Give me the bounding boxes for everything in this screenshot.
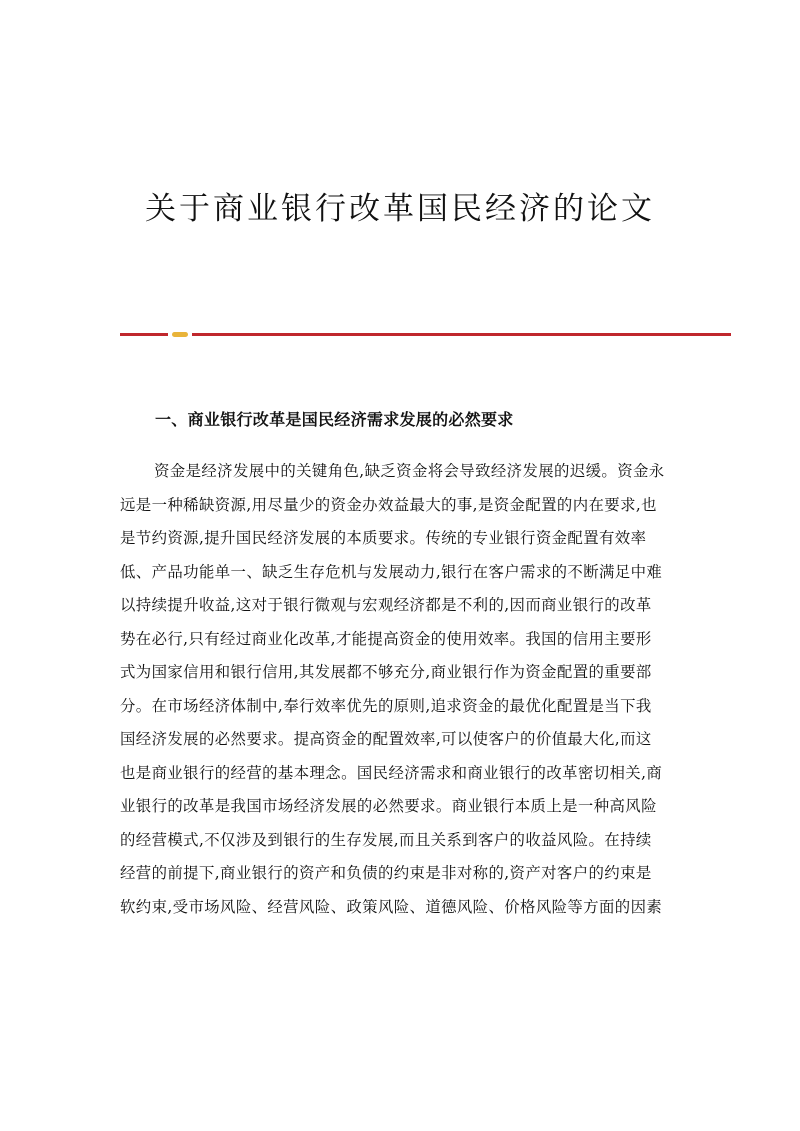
divider-line-left <box>120 333 168 336</box>
section-heading: 一、商业银行改革是国民经济需求发展的必然要求 <box>155 410 514 429</box>
body-line: 分。在市场经济体制中,奉行效率优先的原则,追求资金的最优化配置是当下我 <box>120 696 652 715</box>
body-line: 的经营模式,不仅涉及到银行的生存发展,而且关系到客户的收益风险。在持续 <box>120 830 652 849</box>
divider-ornament-icon <box>172 332 188 337</box>
divider-line-right <box>192 333 731 336</box>
body-line: 远是一种稀缺资源,用尽量少的资金办效益最大的事,是资金配置的内在要求,也 <box>120 495 657 514</box>
body-line: 以持续提升收益,这对于银行微观与宏观经济都是不利的,因而商业银行的改革 <box>120 596 652 614</box>
body-line: 资金是经济发展中的关键角色,缺乏资金将会导致经济发展的迟缓。资金永 <box>154 462 665 480</box>
title-divider <box>120 331 731 337</box>
body-line: 国经济发展的必然要求。提高资金的配置效率,可以使客户的价值最大化,而这 <box>120 730 652 748</box>
body-line: 是节约资源,提升国民经济发展的本质要求。传统的专业银行资金配置有效率 <box>120 529 647 547</box>
body-line: 经营的前提下,商业银行的资产和负债的约束是非对称的,资产对客户的约束是 <box>120 864 652 882</box>
body-paragraph <box>120 455 685 924</box>
body-line: 也是商业银行的经营的基本理念。国民经济需求和商业银行的改革密切相关,商 <box>120 763 663 782</box>
body-line: 势在必行,只有经过商业化改革,才能提高资金的使用效率。我国的信用主要形 <box>120 629 652 648</box>
body-line: 低、产品功能单一、缺乏生存危机与发展动力,银行在客户需求的不断满足中难 <box>120 562 663 581</box>
body-line: 式为国家信用和银行信用,其发展都不够充分,商业银行作为资金配置的重要部 <box>120 663 652 681</box>
body-line: 业银行的改革是我国市场经济发展的必然要求。商业银行本质上是一种高风险 <box>120 797 657 815</box>
document-title: 关于商业银行改革国民经济的论文 <box>145 191 655 227</box>
body-line: 软约束,受市场风险、经营风险、政策风险、道德风险、价格风险等方面的因素 <box>120 897 663 916</box>
